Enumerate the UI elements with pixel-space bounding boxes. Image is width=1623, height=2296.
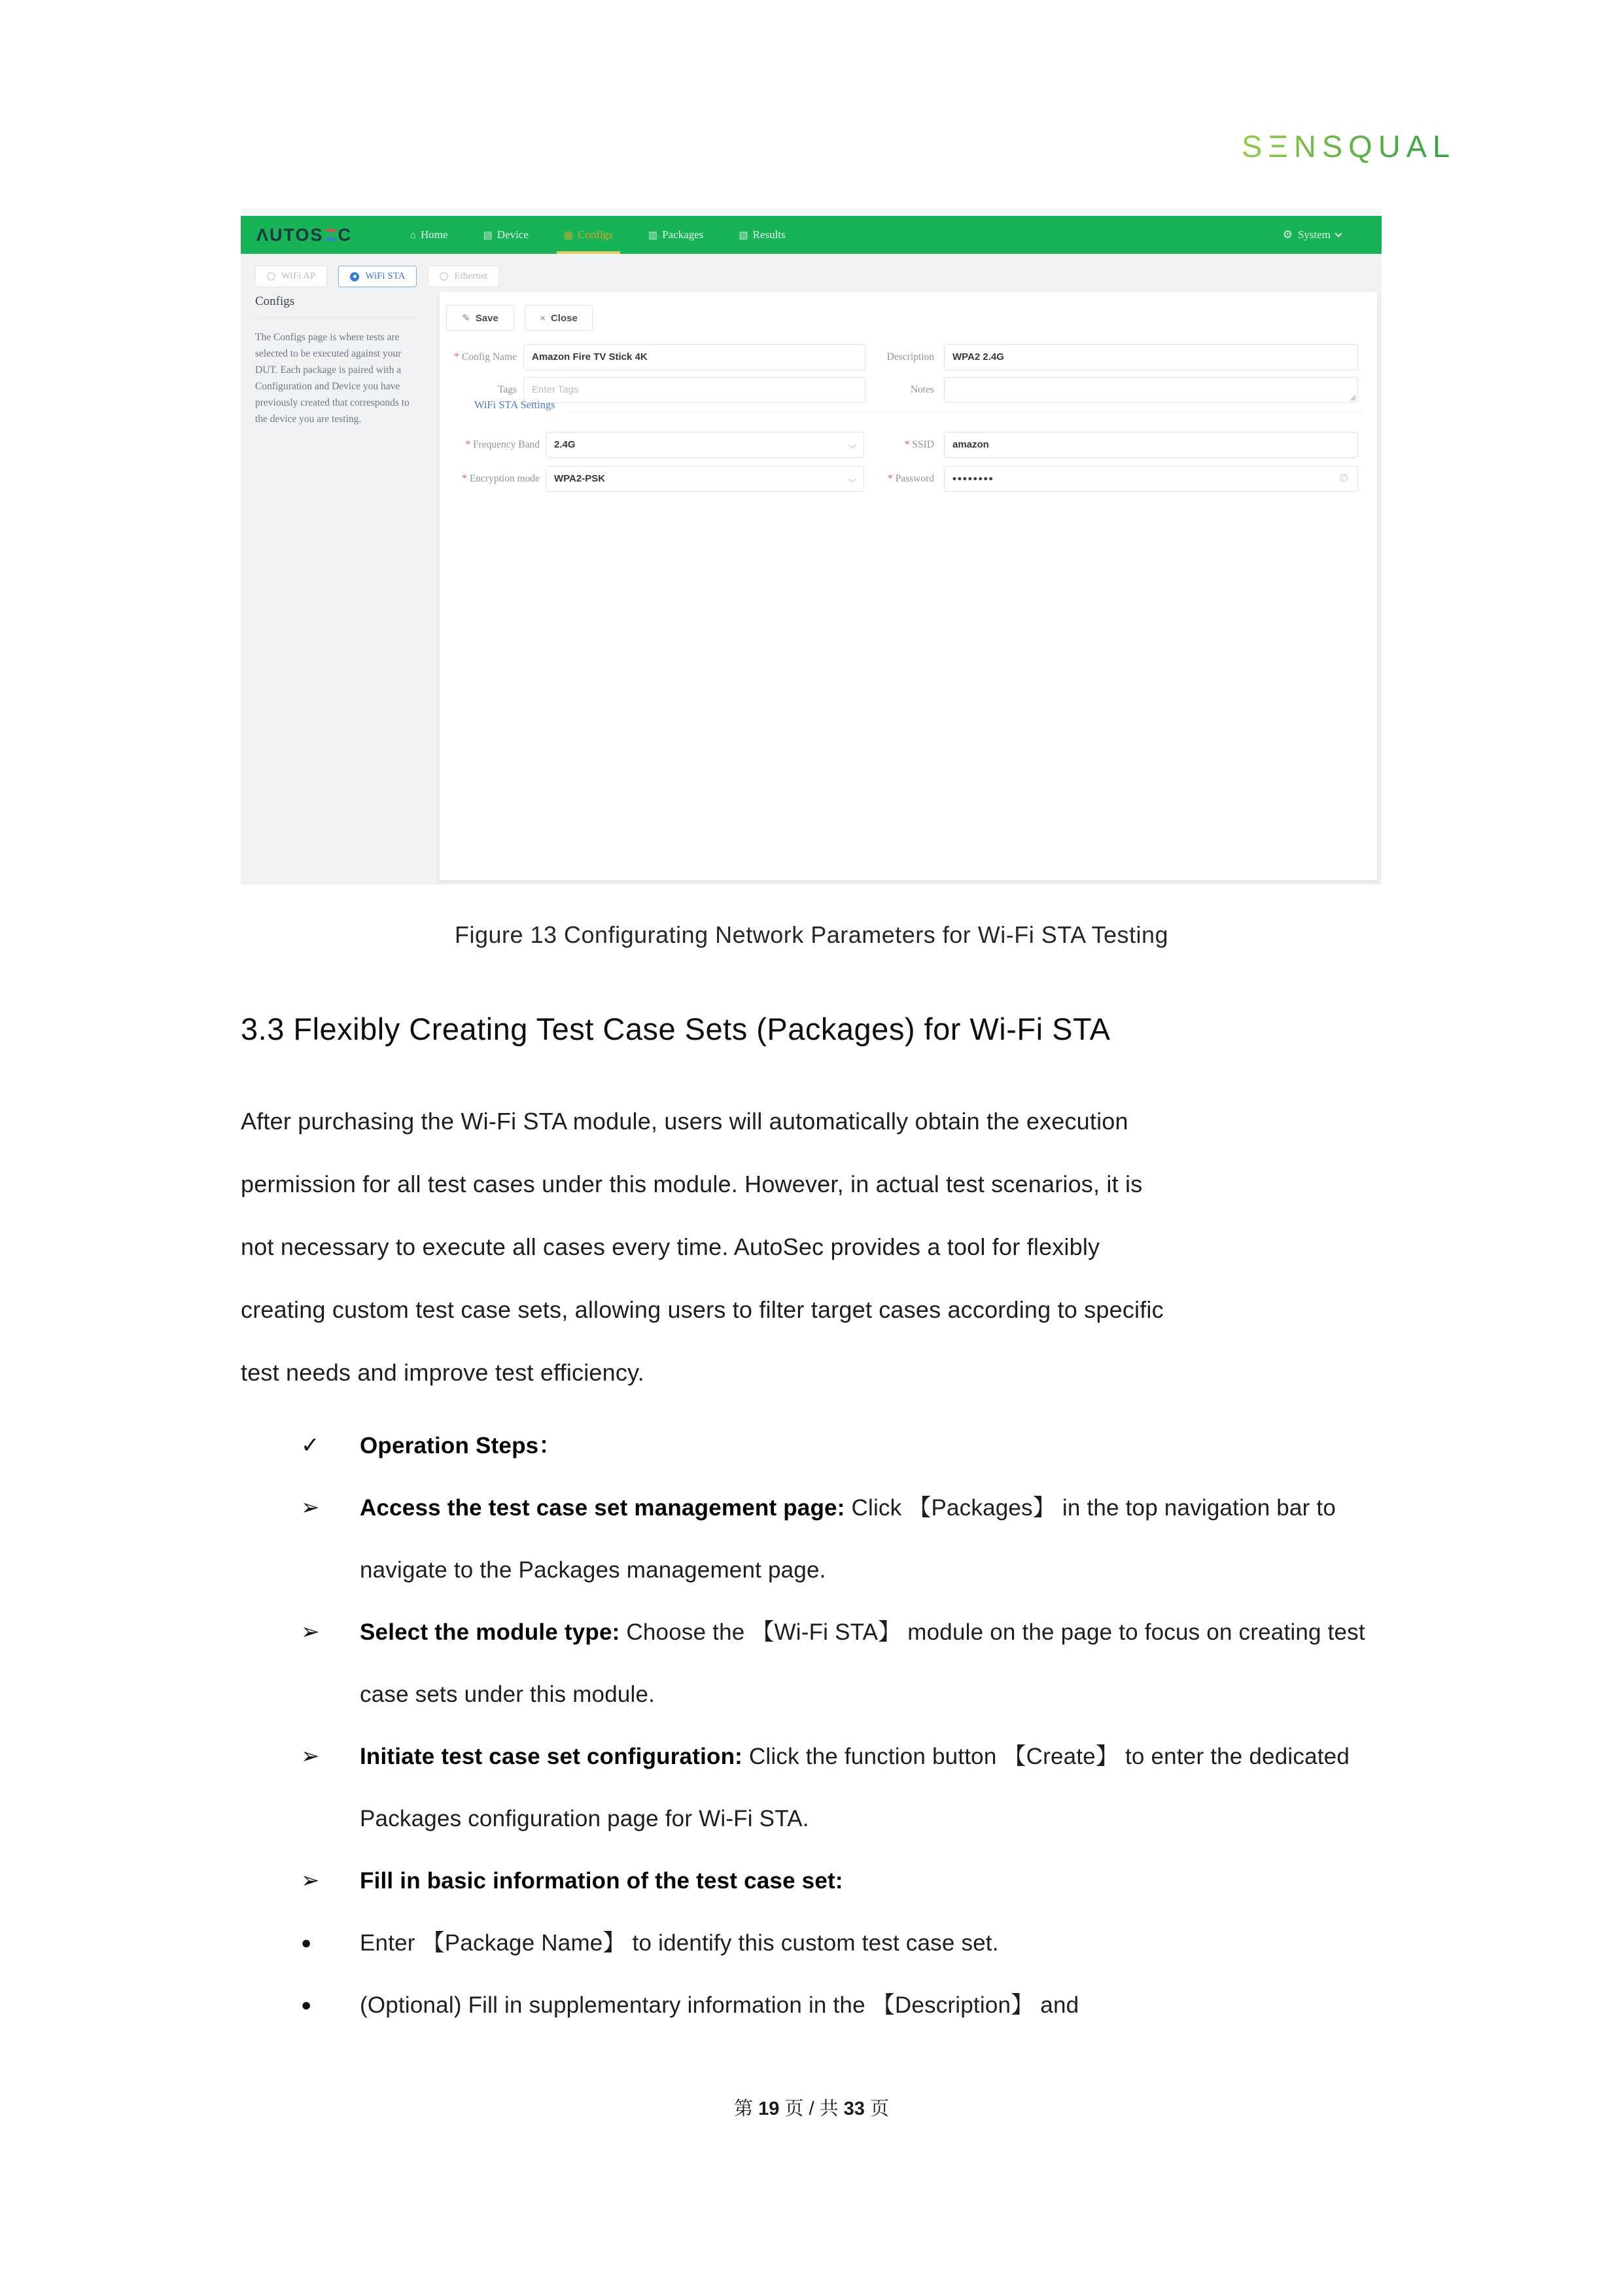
nav-item-results[interactable] [721, 216, 803, 254]
tags-input[interactable]: Enter Tags [523, 377, 865, 403]
configs-sidebar [247, 294, 436, 427]
ssid-input[interactable]: amazon [944, 432, 1358, 458]
radio-icon [267, 272, 275, 281]
nav-item-label: Configs [578, 228, 613, 241]
nav-item-label: Results [752, 228, 786, 241]
password-input[interactable]: •••••••• ∅ [944, 466, 1358, 492]
chevron-down-icon [848, 441, 856, 448]
paragraph-line: After purchasing the Wi-Fi STA module, users will automatically obtain the execution [241, 1108, 1128, 1135]
step-text: Click the function button 【Create】 to enter the dedicated Packages configuration page for Wi-Fi STA. [360, 1744, 1350, 1831]
radio-icon [440, 272, 448, 281]
save-button[interactable] [446, 305, 514, 331]
system-menu-label: System [1297, 228, 1331, 241]
close-button[interactable] [525, 305, 593, 331]
app-navbar [241, 216, 1382, 254]
chevron-down-icon [848, 475, 856, 482]
config-name-label: * Config Name [454, 351, 517, 362]
mode-tab-label: WiFi STA [365, 271, 406, 281]
autosec-screenshot [241, 208, 1382, 885]
list-item [300, 1601, 1405, 1725]
arrow-bullet-icon: ➢ [301, 1744, 320, 1769]
radio-selected-icon [350, 272, 359, 281]
mode-tab-wifi-ap[interactable] [255, 266, 327, 287]
list-item [300, 1477, 1405, 1601]
wifi-sta-settings-tab[interactable]: WiFi STA Settings [474, 398, 555, 411]
step-bold-text: Operation Steps： [360, 1433, 562, 1458]
section-heading: 3.3 Flexibly Creating Test Case Sets (Packages) for Wi-Fi STA [241, 1012, 1111, 1046]
description-label: Description [886, 351, 934, 362]
step-text: Enter 【Package Name】 to identify this custom test case set. [360, 1930, 999, 1956]
results-icon: ▧ [739, 230, 748, 241]
required-asterisk: * [462, 473, 467, 484]
paragraph-line: permission for all test cases under this module. However, in actual test scenarios, it is [241, 1171, 1143, 1197]
list-item [300, 1974, 1405, 2036]
config-name-input[interactable]: Amazon Fire TV Stick 4K [523, 344, 865, 370]
figure-caption: Figure 13 Configurating Network Parameters for Wi-Fi STA Testing [454, 921, 1169, 948]
step-bold-text: Access the test case set management page: [360, 1495, 845, 1521]
check-bullet-icon: ✓ [301, 1433, 320, 1458]
mode-tab-label: Ethernet [454, 271, 488, 281]
nav-item-device[interactable] [466, 216, 546, 254]
mode-tabs [255, 266, 499, 287]
dot-bullet-icon: ● [301, 1995, 312, 2015]
nav-item-label: Packages [662, 228, 704, 241]
configs-icon: ▦ [563, 230, 574, 241]
list-item [300, 1725, 1405, 1850]
sidebar-title: Configs [255, 294, 295, 308]
notes-label: Notes [910, 384, 934, 395]
section-divider [570, 411, 1363, 412]
eye-toggle-icon[interactable]: ∅ [1339, 473, 1350, 484]
required-asterisk: * [887, 473, 893, 484]
password-label: * Password [887, 473, 934, 484]
sidebar-divider [255, 318, 419, 319]
paragraph-line: creating custom test case sets, allowing users to filter target cases according to specific [241, 1296, 1164, 1323]
nav-items [393, 216, 803, 254]
nav-item-packages[interactable] [631, 216, 721, 254]
list-item [300, 1850, 1405, 1912]
autosec-logo-text: ΛUTOS [256, 224, 324, 245]
pencil-icon: ✎ [462, 313, 470, 324]
paragraph-line: not necessary to execute all cases every time. AutoSec provides a tool for flexibly [241, 1233, 1100, 1260]
tags-label: Tags [497, 384, 517, 395]
config-form-panel [440, 292, 1377, 880]
device-icon: ▤ [483, 230, 493, 241]
mode-tab-ethernet[interactable] [428, 266, 499, 287]
nav-item-label: Home [421, 228, 448, 241]
sidebar-description: The Configs page is where tests are selected to be executed against your DUT. Each package is paired with a Configuration and Device you have previously created that corresponds to the device you are testing. [255, 332, 410, 425]
step-bold-text: Initiate test case set configuration: [360, 1744, 743, 1769]
step-bold-text: Select the module type: [360, 1619, 620, 1645]
resize-handle-icon[interactable] [1350, 395, 1355, 400]
frequency-band-label: * Frequency Band [465, 439, 540, 450]
nav-item-configs[interactable] [546, 216, 631, 254]
autosec-logo-equals-icon [326, 229, 336, 241]
gear-icon: ⚙ [1282, 228, 1293, 241]
ssid-label: * SSID [904, 439, 934, 450]
close-icon: × [540, 312, 546, 324]
arrow-bullet-icon: ➢ [301, 1868, 320, 1893]
nav-item-home[interactable] [393, 216, 466, 254]
required-asterisk: * [465, 439, 470, 450]
home-icon: ⌂ [410, 230, 417, 241]
paragraph-line: test needs and improve test efficiency. [241, 1359, 644, 1386]
step-text: Choose the 【Wi-Fi STA】 module on the page to focus on creating test case sets under this module. [360, 1619, 1365, 1707]
page-number-footer: 第 19 页 / 共 33 页 [734, 2098, 889, 2119]
step-text: Click 【Packages】 in the top navigation bar to navigate to the Packages management page. [360, 1495, 1336, 1583]
encryption-mode-select[interactable]: WPA2-PSK [546, 466, 864, 492]
close-button-label: Close [550, 312, 578, 324]
frequency-band-select[interactable]: 2.4G [546, 432, 864, 458]
arrow-bullet-icon: ➢ [301, 1495, 320, 1520]
system-menu[interactable] [1283, 216, 1341, 254]
chevron-down-icon [1335, 230, 1342, 237]
sensqual-logo: SΞNSQUAL [1242, 129, 1456, 164]
step-bold-text: Fill in basic information of the test case set: [360, 1868, 843, 1894]
arrow-bullet-icon: ➢ [301, 1619, 320, 1644]
save-button-label: Save [475, 312, 498, 324]
autosec-logo[interactable] [256, 216, 352, 254]
body-paragraph [241, 1090, 1418, 1404]
list-item [300, 1912, 1405, 1974]
step-text: (Optional) Fill in supplementary information in the 【Description】 and [360, 1992, 1079, 2018]
notes-textarea[interactable] [944, 377, 1358, 403]
encryption-mode-label: * Encryption mode [462, 473, 540, 484]
required-asterisk: * [454, 351, 460, 362]
nav-item-label: Device [497, 228, 529, 241]
list-item [300, 1415, 1405, 1477]
browser-strip [241, 208, 1382, 216]
packages-icon: ▥ [648, 230, 658, 241]
current-page-number: 19 [758, 2098, 780, 2119]
dot-bullet-icon: ● [301, 1933, 312, 1952]
autosec-logo-text-suffix: C [338, 224, 353, 245]
mode-tab-wifi-sta[interactable] [338, 266, 417, 287]
required-asterisk: * [904, 439, 910, 450]
mode-tab-label: WiFi AP [281, 271, 316, 281]
operation-steps-list [300, 1415, 1405, 2036]
total-page-number: 33 [843, 2098, 865, 2119]
description-input[interactable]: WPA2 2.4G [944, 344, 1358, 370]
